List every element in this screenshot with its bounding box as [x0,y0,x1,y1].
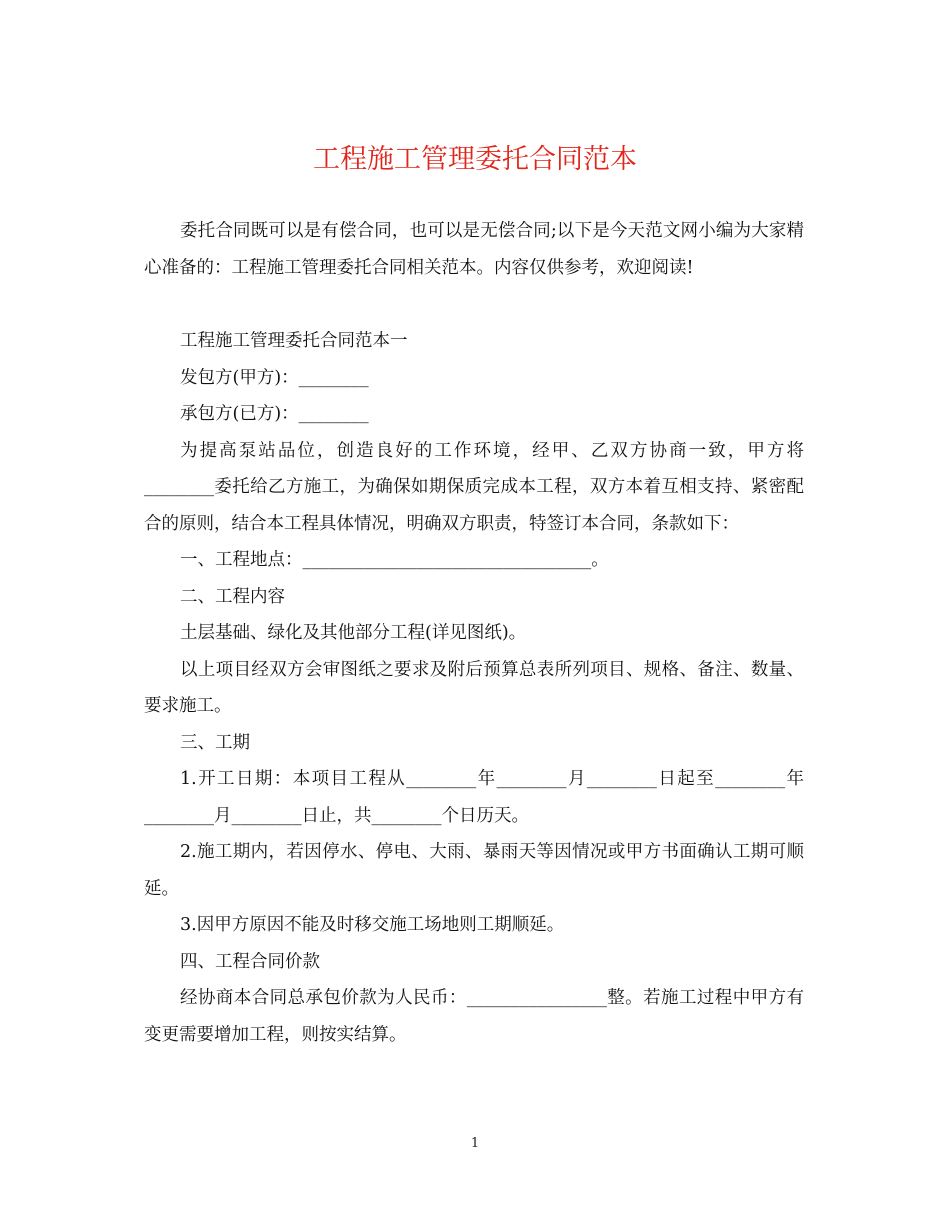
page-number: 1 [470,1136,480,1151]
schedule-item-1: 1.开工日期：本项目工程从________年________月________日起至________年________月________日止，共________个日历天。 [144,769,804,826]
clause-content-heading: 二、工程内容 [180,586,285,607]
preamble-paragraph: 为提高泵站品位，创造良好的工作环境，经甲、乙双方协商一致，甲方将________委托给乙方施工，为确保如期保质完成本工程，双方本着互相支持、紧密配合的原则，结合本工程具体情况，明确双方职责，特签订本合同，条款如下： [144,440,804,534]
clause-schedule-heading: 三、工期 [180,732,250,753]
contract-body [144,323,804,1053]
intro-section [144,213,804,286]
schedule-item-3: 3.因甲方原因不能及时移交施工场地则工期顺延。 [180,915,565,935]
clause-content-text: 土层基础、绿化及其他部分工程(详见图纸)。 [180,623,527,643]
clause-price-heading: 四、工程合同价款 [180,951,320,972]
intro-paragraph: 委托合同既可以是有偿合同，也可以是无偿合同;以下是今天范文网小编为大家精心准备的：工程施工管理委托合同相关范本。内容仅供参考，欢迎阅读! [144,221,804,278]
party-b-line: 承包方(已方)：________ [180,404,369,424]
schedule-item-2: 2.施工期内，若因停水、停电、大雨、暴雨天等因情况或甲方书面确认工期可顺延。 [144,842,804,899]
clause-price-text: 经协商本合同总承包价款为人民币：________________整。若施工过程中甲方有变更需要增加工程，则按实结算。 [144,988,804,1045]
clause-location: 一、工程地点：_________________________________。 [180,550,609,570]
section-heading: 工程施工管理委托合同范本一 [180,331,408,351]
document-title: 工程施工管理委托合同范本 [313,144,637,175]
clause-content-note: 以上项目经双方会审图纸之要求及附后预算总表所列项目、规格、备注、数量、要求施工。 [144,659,804,716]
party-a-line: 发包方(甲方)：________ [180,367,369,388]
